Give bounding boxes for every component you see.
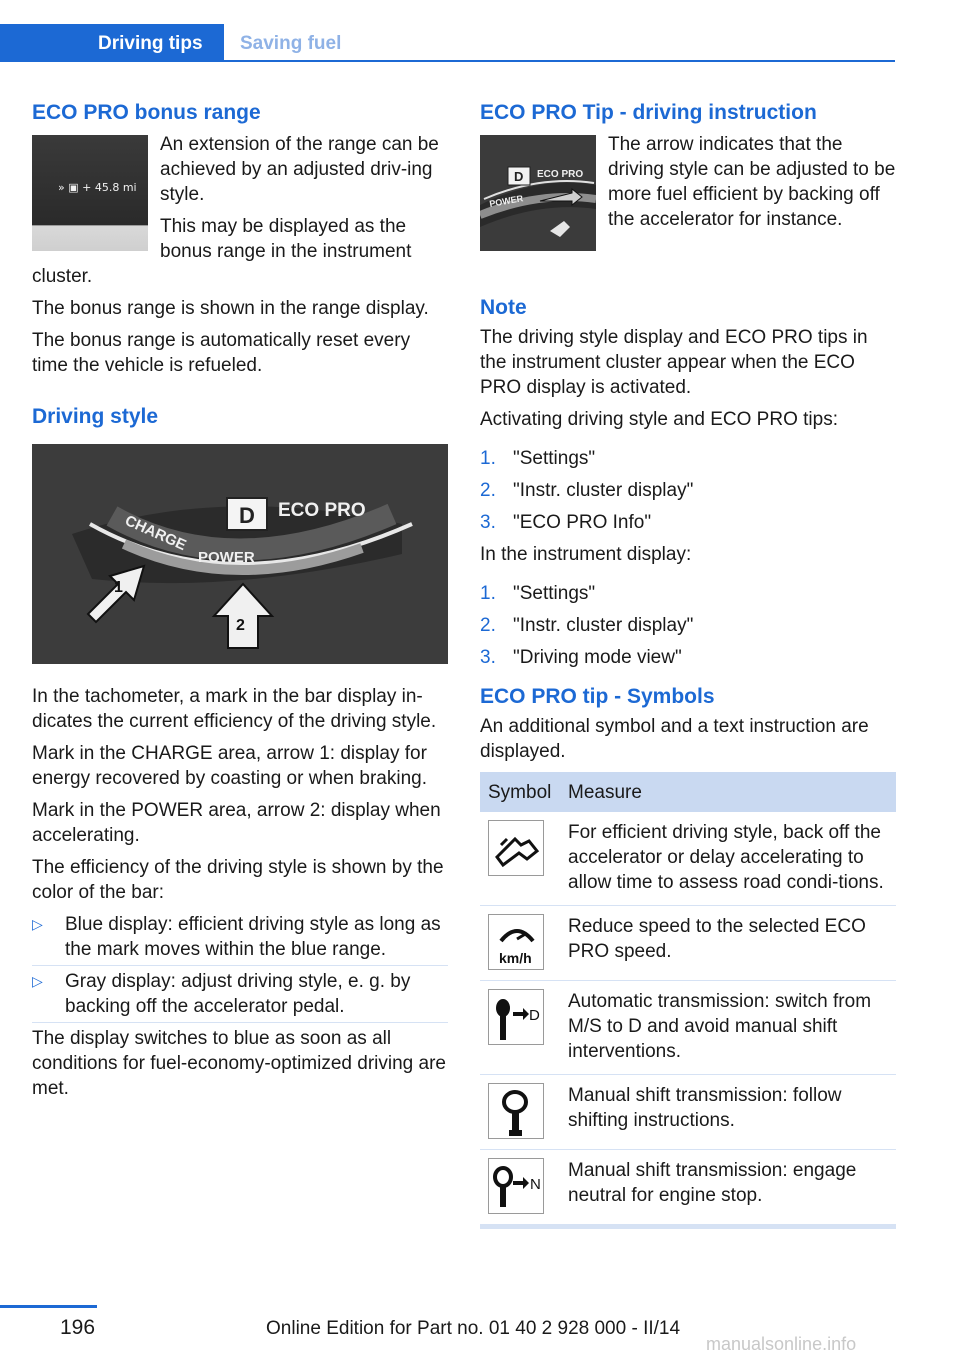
tip-graphic <box>480 135 596 251</box>
table-row <box>480 812 896 906</box>
symbols-table <box>480 772 896 1225</box>
table-row <box>480 906 896 981</box>
fuel-pump-icon: ▣ <box>68 181 79 194</box>
note-heading: Note <box>480 296 527 319</box>
gear-n-label: N <box>530 1176 541 1193</box>
watermark: manualsonline.info <box>706 1334 857 1354</box>
table-row <box>480 1075 896 1150</box>
column-header-measure: Measure <box>560 772 896 812</box>
bullet-text: Blue display: efficient driving style as long as the mark moves within the blue range. <box>65 914 441 960</box>
list-item <box>480 645 896 670</box>
measure-cell: Manual shift transmission: follow shifting instructions. <box>560 1075 896 1150</box>
list-item <box>32 969 448 1019</box>
bonus-text-3: The bonus range is shown in the range display. <box>32 298 429 319</box>
bonus-text-1: An extension of the range can be achieved by an adjusted driv-ing style. <box>160 134 439 205</box>
symbol-cell <box>480 981 560 1075</box>
tip-gear: D <box>514 169 524 184</box>
step-number: 2. <box>480 615 496 636</box>
tab-saving-fuel[interactable]: Saving fuel <box>240 33 342 54</box>
step-number: 3. <box>480 647 496 668</box>
step-text: "Settings" <box>513 448 596 469</box>
right-column <box>480 100 896 1229</box>
kmh-label: km/h <box>499 950 532 966</box>
table-header <box>480 772 896 812</box>
bullet-text: Gray display: adjust driving style, e. g. by backing off the accelerator pedal. <box>65 971 411 1017</box>
style-text-1: In the tachometer, a mark in the bar display in-dicates the current efficiency of the driving style. <box>32 686 437 732</box>
list-item <box>480 613 896 638</box>
gauge-eco-pro: ECO PRO <box>278 500 366 521</box>
table-row <box>480 1150 896 1225</box>
tab-driving-tips[interactable]: Driving tips <box>0 24 224 62</box>
table-end-rule <box>480 1225 896 1229</box>
symbol-cell <box>480 1150 560 1225</box>
header-rule <box>0 60 895 62</box>
page-number-rule <box>0 1305 97 1308</box>
gauge-charge: CHARGE <box>122 512 189 555</box>
arrow-2-label: 2 <box>236 617 245 634</box>
tip-eco-pro: ECO PRO <box>537 169 584 180</box>
measure-cell: For efficient driving style, back off the accelerator or delay accelerating to allow time to assess road condi-tions. <box>560 812 896 906</box>
range-value: + 45.8 mi <box>82 181 137 194</box>
arrow-1-label: 1 <box>114 579 123 596</box>
step-number: 1. <box>480 448 496 469</box>
gear-d-label: D <box>529 1007 540 1024</box>
step-text: "Instr. cluster display" <box>513 480 694 501</box>
step-number: 3. <box>480 512 496 533</box>
gauge-graphic <box>32 444 448 664</box>
triangle-bullet-icon: ▷ <box>32 916 43 932</box>
style-text-3: Mark in the POWER area, arrow 2: display when accelerating. <box>32 800 441 846</box>
symbol-cell <box>480 1075 560 1150</box>
step-number: 2. <box>480 480 496 501</box>
gear-shift-icon <box>488 1083 544 1139</box>
note-text-2: Activating driving style and ECO PRO tips: <box>480 409 838 430</box>
bonus-range-heading: ECO PRO bonus range <box>32 101 261 124</box>
range-image-stripe <box>32 225 148 226</box>
style-text-4: The efficiency of the driving style is shown by the color of the bar: <box>32 857 444 903</box>
range-readout: » ▣ + 45.8 mi <box>58 181 137 194</box>
symbol-cell <box>480 812 560 906</box>
measure-cell: Manual shift transmission: engage neutral for engine stop. <box>560 1150 896 1225</box>
triangle-bullet-icon: ▷ <box>32 973 43 989</box>
list-item <box>480 446 896 471</box>
tip-power: POWER <box>488 193 524 209</box>
tip-text-1: The arrow indicates that the driving style can be adjusted to be more fuel efficient by backing off the accelerator for instance. <box>608 134 896 230</box>
driving-style-heading: Driving style <box>32 405 159 428</box>
measure-cell: Reduce speed to the selected ECO PRO speed. <box>560 906 896 981</box>
note-text-3: In the instrument display: <box>480 544 692 565</box>
step-text: "ECO PRO Info" <box>513 512 652 533</box>
column-header-symbol: Symbol <box>480 772 560 812</box>
bonus-text-2: This may be displayed as the bonus range in the instrument cluster. <box>32 216 412 287</box>
gauge-power: POWER <box>198 549 255 566</box>
bonus-text-4: The bonus range is automatically reset every time the vehicle is refueled. <box>32 330 411 376</box>
settings-steps-1 <box>480 446 896 535</box>
eco-pro-tip-image <box>480 135 596 251</box>
step-text: "Driving mode view" <box>513 647 682 668</box>
note-text-1: The driving style display and ECO PRO tips in the instrument cluster appear when the ECO PRO display is activated. <box>480 327 868 398</box>
table-row <box>480 981 896 1075</box>
symbols-heading: ECO PRO tip - Symbols <box>480 685 715 708</box>
gauge-gear: D <box>239 503 255 528</box>
left-column <box>32 100 448 1108</box>
step-text: "Settings" <box>513 583 596 604</box>
edition-footer: Online Edition for Part no. 01 40 2 928 000 - II/14 <box>266 1318 681 1339</box>
list-item <box>480 510 896 535</box>
list-item <box>32 912 448 962</box>
symbols-text: An additional symbol and a text instruction are displayed. <box>480 716 869 762</box>
list-item <box>480 478 896 503</box>
list-item <box>480 581 896 606</box>
shift-to-neutral-icon <box>488 1158 544 1214</box>
header-tabs <box>0 24 895 62</box>
speedometer-kmh-icon <box>488 914 544 970</box>
step-number: 1. <box>480 583 496 604</box>
step-text: "Instr. cluster display" <box>513 615 694 636</box>
settings-steps-2 <box>480 581 896 670</box>
symbol-cell <box>480 906 560 981</box>
measure-cell: Automatic transmission: switch from M/S to D and avoid manual shift interventions. <box>560 981 896 1075</box>
shift-to-d-icon <box>488 989 544 1045</box>
foot-off-pedal-icon <box>488 820 544 876</box>
range-display-image <box>32 135 148 251</box>
driving-style-gauge-image <box>32 444 448 664</box>
efficiency-bullets <box>32 912 448 1019</box>
arrow-2-icon <box>214 584 272 648</box>
page-number: 196 <box>60 1316 96 1339</box>
foot-icon <box>550 221 570 237</box>
style-text-2: Mark in the CHARGE area, arrow 1: display for energy recovered by coasting or when braking. <box>32 743 428 789</box>
tip-heading: ECO PRO Tip - driving instruction <box>480 101 817 124</box>
style-text-5: The display switches to blue as soon as all conditions for fuel-economy-optimized driving are met. <box>32 1028 446 1099</box>
